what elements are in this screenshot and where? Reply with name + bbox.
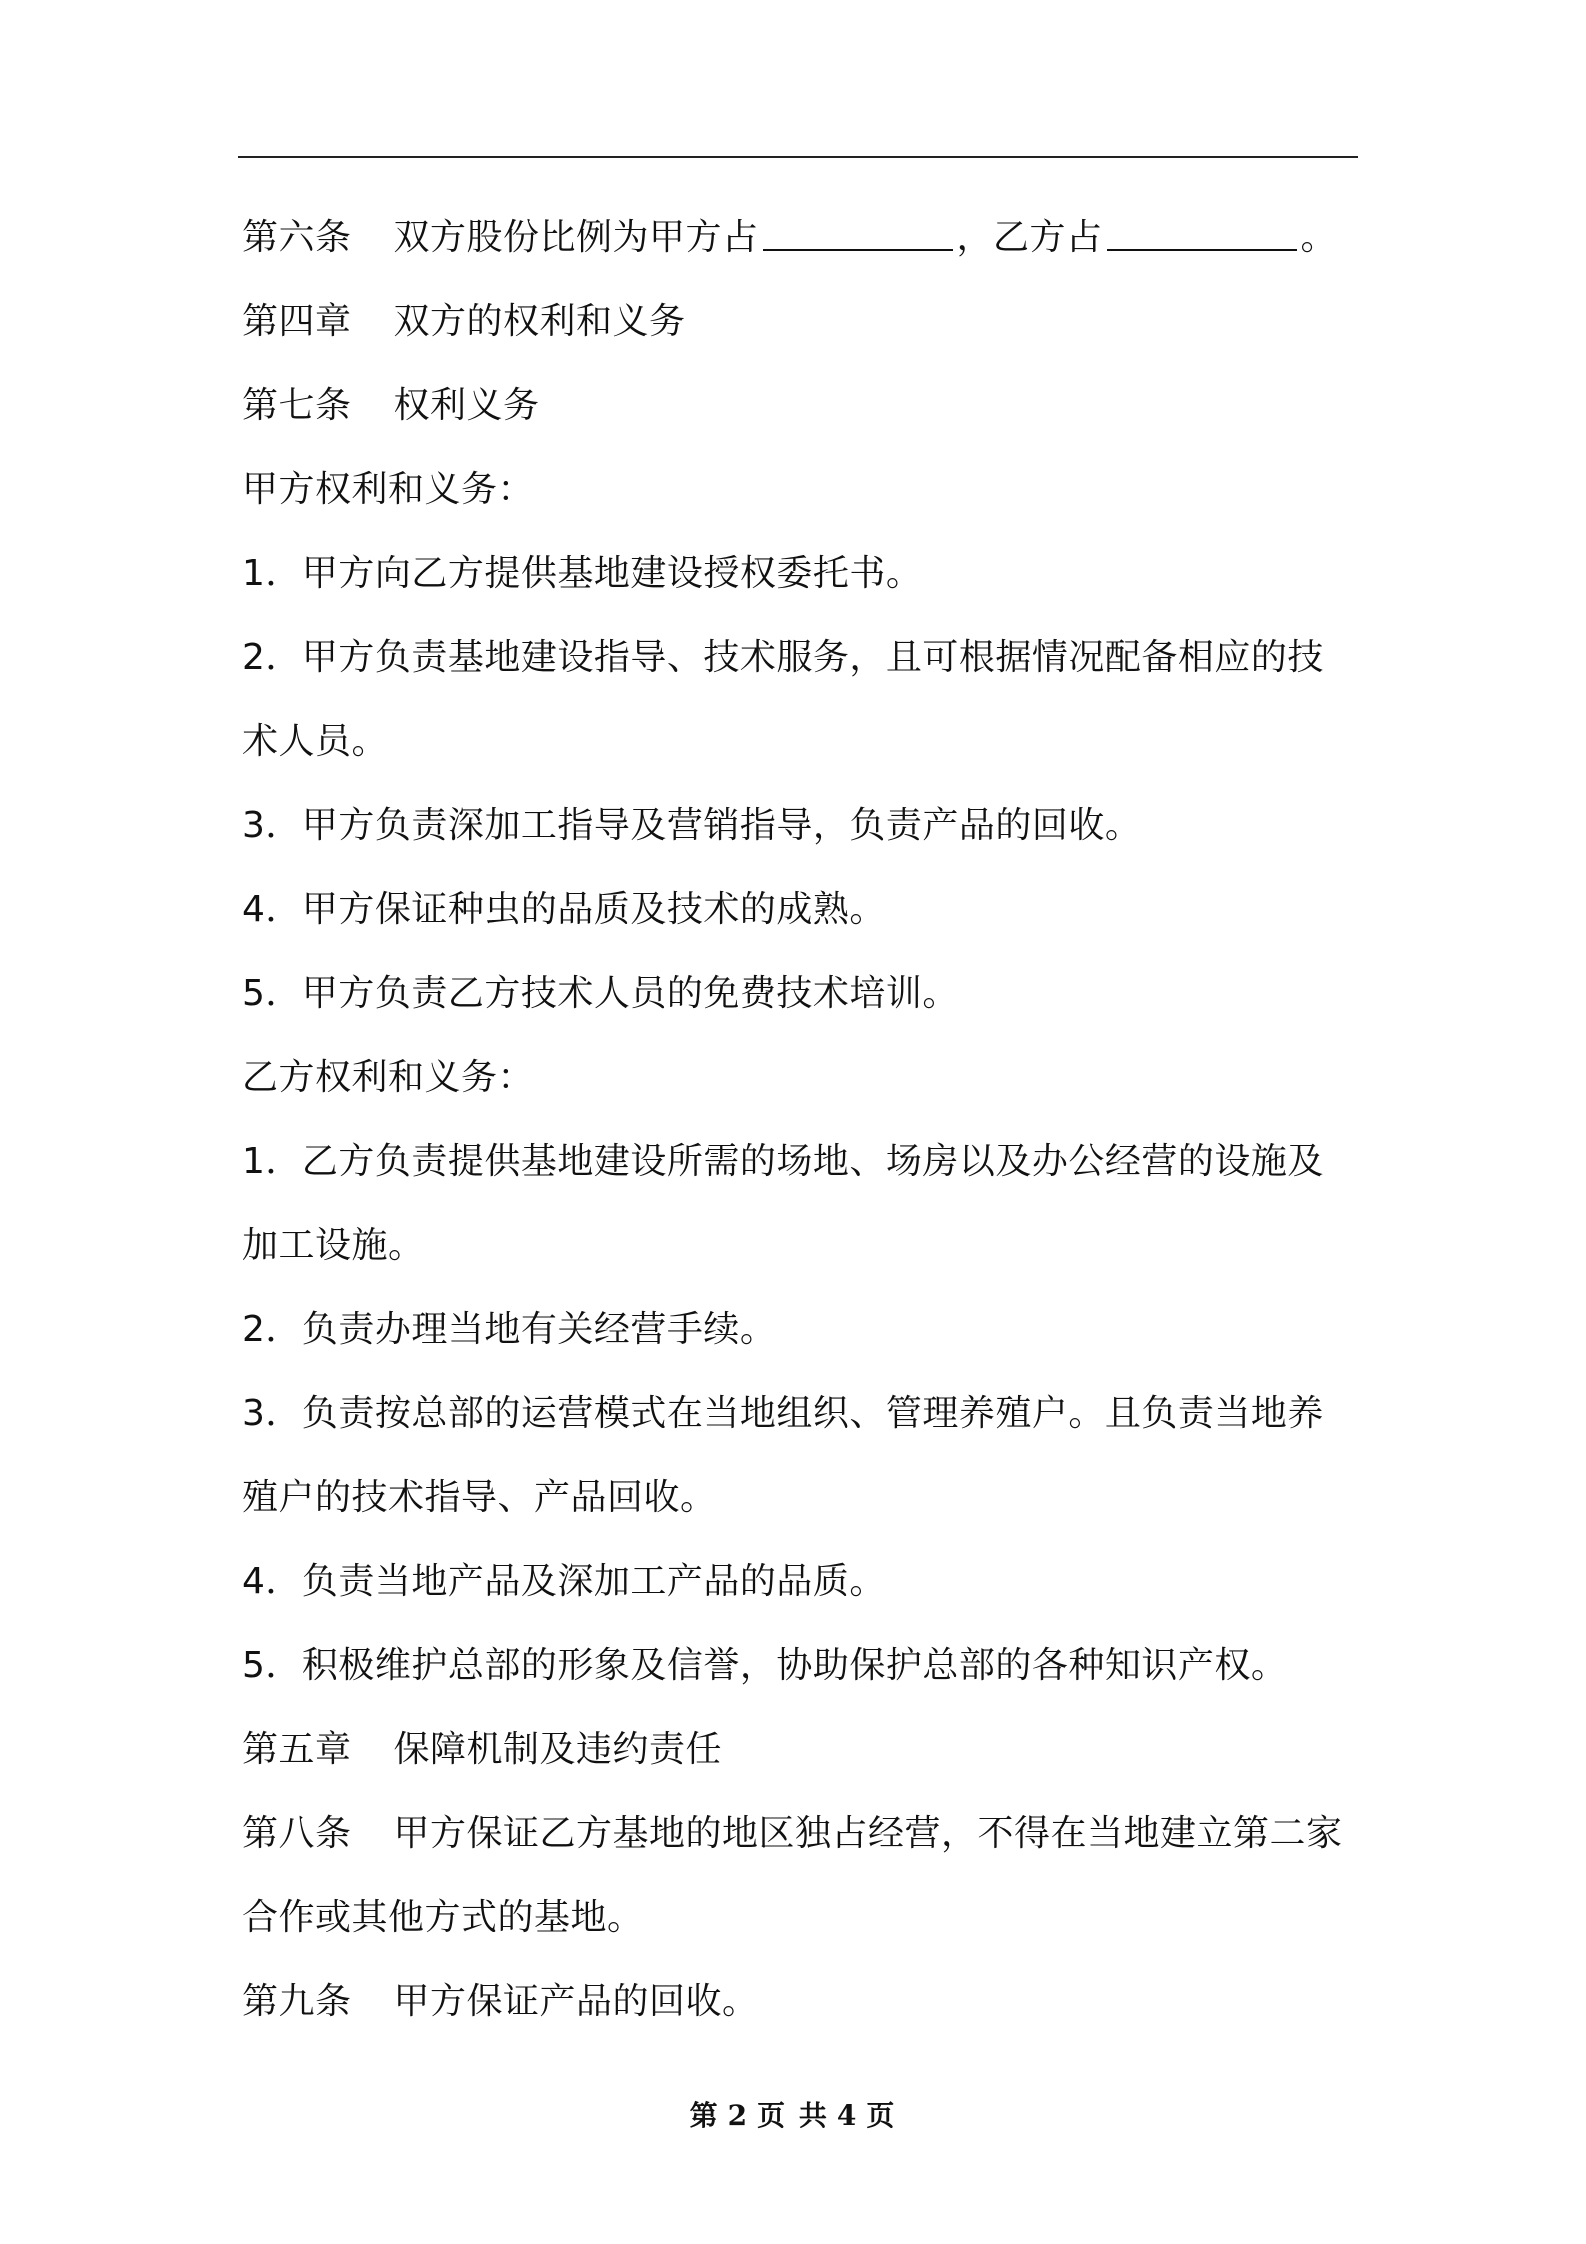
article-text: 。 (1300, 217, 1338, 258)
paragraph-line: 2．甲方负责基地建设指导、技术服务，且可根据情况配备相应的技 (242, 637, 1324, 678)
document-body (242, 196, 1358, 2044)
blank-party-b-share[interactable] (1107, 219, 1297, 251)
article-8 (242, 1792, 1358, 1876)
paragraph-line: 2．负责办理当地有关经营手续。 (242, 1309, 777, 1350)
paragraph-line: 5．甲方负责乙方技术人员的免费技术培训。 (242, 973, 959, 1014)
article-text: 权利义务 (393, 385, 540, 426)
article-text: 甲方保证产品的回收。 (393, 1981, 759, 2022)
blank-party-a-share[interactable] (763, 219, 953, 251)
footer-suffix: 页 (866, 2099, 897, 2132)
article-9 (242, 1960, 1358, 2044)
article-7 (242, 364, 1358, 448)
chapter-title: 保障机制及违约责任 (393, 1729, 723, 1770)
footer-middle: 页 共 (757, 2099, 829, 2132)
chapter-title: 双方的权利和义务 (393, 301, 686, 342)
footer-total-pages: 4 (836, 2099, 859, 2132)
chapter-label: 第四章 (242, 301, 352, 342)
paragraph-line: 4．负责当地产品及深加工产品的品质。 (242, 1561, 886, 1602)
article-label: 第九条 (242, 1981, 352, 2022)
article-text: 甲方保证乙方基地的地区独占经营，不得在当地建立第二家 (393, 1813, 1343, 1854)
article-text: ，乙方占 (956, 217, 1103, 258)
article-label: 第八条 (242, 1813, 352, 1854)
chapter-label: 第五章 (242, 1729, 352, 1770)
chapter-4-heading (242, 280, 1358, 364)
footer-prefix: 第 (689, 2099, 720, 2132)
article-label: 第七条 (242, 385, 352, 426)
paragraph-line: 术人员。 (242, 721, 389, 762)
paragraph-line: 5．积极维护总部的形象及信誉，协助保护总部的各种知识产权。 (242, 1645, 1288, 1686)
footer-page-number: 2 (727, 2099, 750, 2132)
party-b-heading: 乙方权利和义务： (242, 1057, 535, 1098)
article-text: 双方股份比例为甲方占 (393, 217, 759, 258)
paragraph-line: 加工设施。 (242, 1225, 425, 1266)
paragraph-line: 合作或其他方式的基地。 (242, 1897, 644, 1938)
paragraph-line: 1．乙方负责提供基地建设所需的场地、场房以及办公经营的设施及 (242, 1141, 1324, 1182)
paragraph-line: 1．甲方向乙方提供基地建设授权委托书。 (242, 553, 923, 594)
article-label: 第六条 (242, 217, 352, 258)
paragraph-line: 3．负责按总部的运营模式在当地组织、管理养殖户。且负责当地养 (242, 1393, 1324, 1434)
paragraph-line: 3．甲方负责深加工指导及营销指导，负责产品的回收。 (242, 805, 1142, 846)
page-footer (0, 2094, 1586, 2134)
article-6 (242, 196, 1358, 280)
paragraph-line: 4．甲方保证种虫的品质及技术的成熟。 (242, 889, 886, 930)
party-a-heading: 甲方权利和义务： (242, 469, 535, 510)
chapter-5-heading (242, 1708, 1358, 1792)
paragraph-line: 殖户的技术指导、产品回收。 (242, 1477, 717, 1518)
header-rule (238, 156, 1358, 158)
